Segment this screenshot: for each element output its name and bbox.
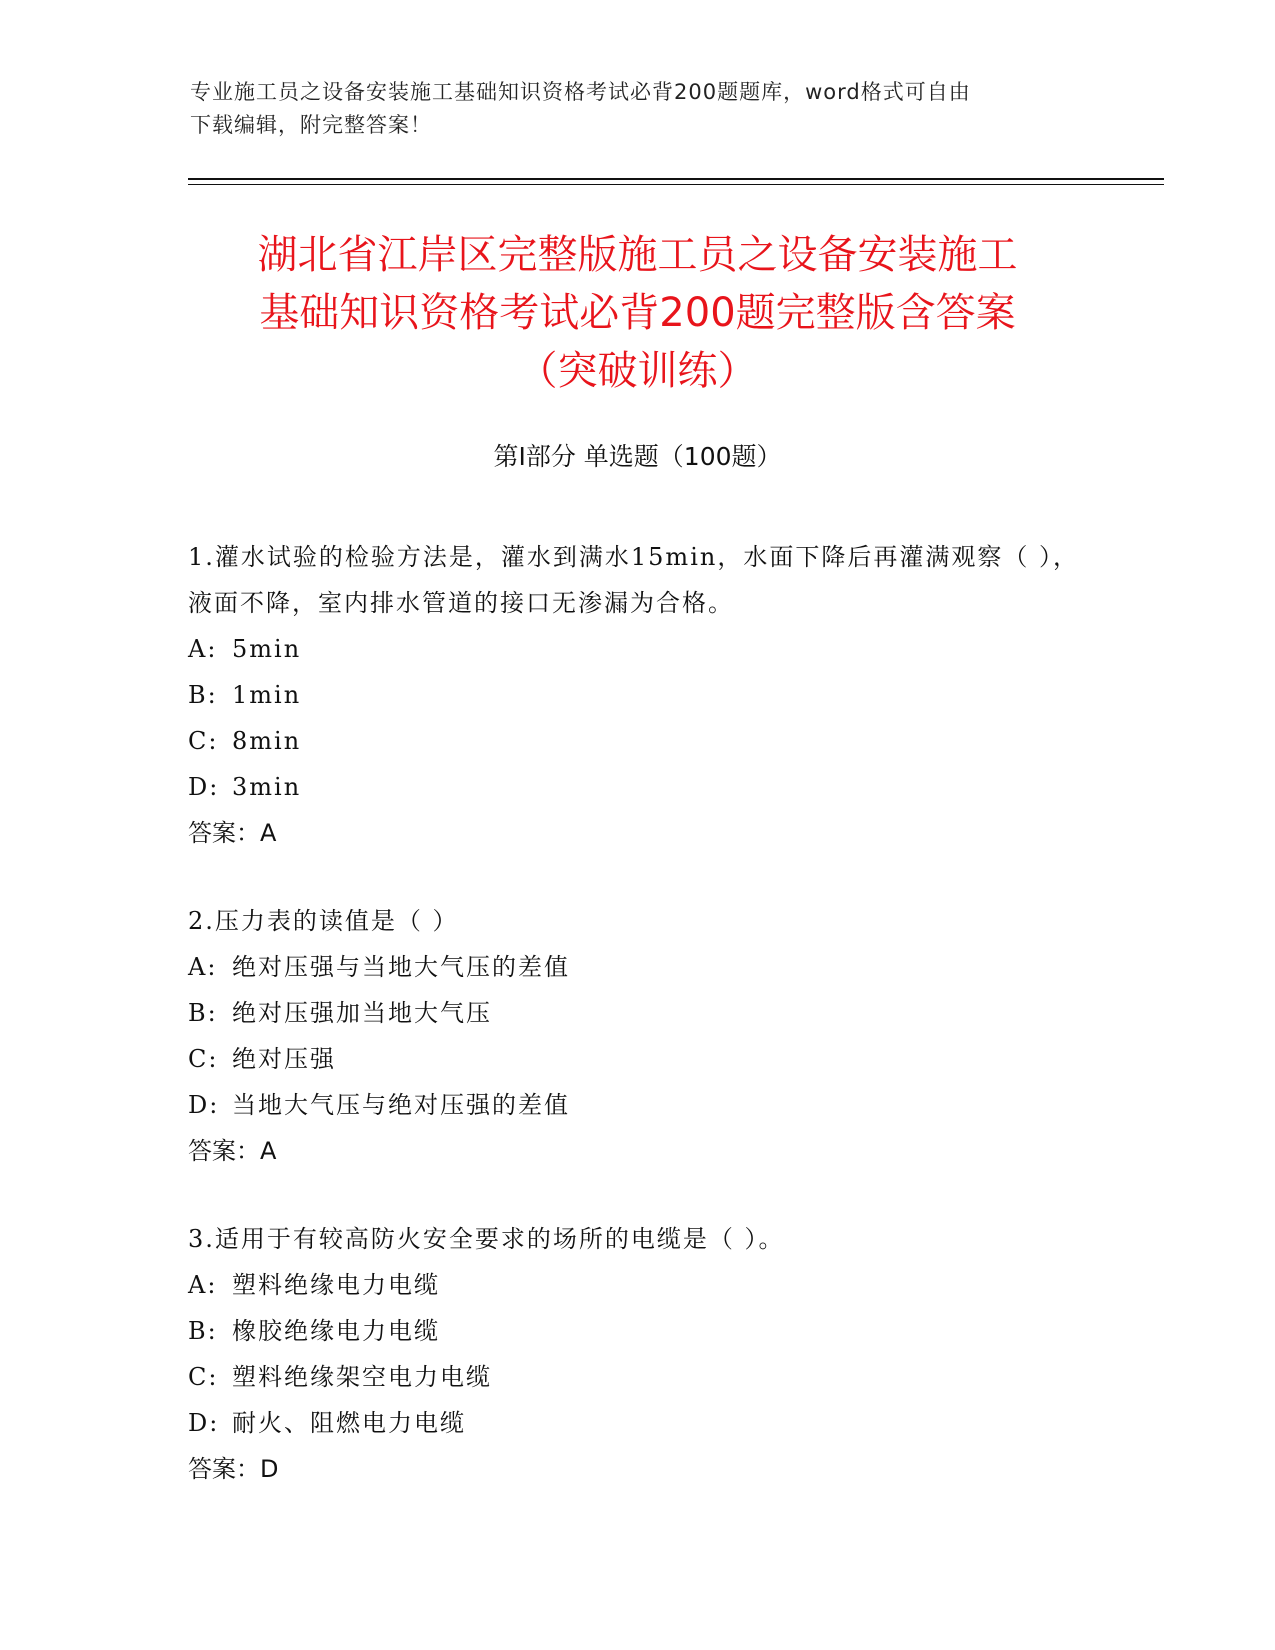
- header-note-line-1: 专业施工员之设备安装施工基础知识资格考试必背200题题库，word格式可自由: [190, 80, 971, 104]
- option-c: [188, 1036, 1088, 1082]
- question-stem: 3.适用于有较高防火安全要求的场所的电缆是（ ）。: [188, 1225, 785, 1253]
- answer-line: 答案：A: [188, 819, 277, 847]
- document-title: [150, 226, 1125, 400]
- option-letter: D:: [188, 1091, 220, 1119]
- option-c: [188, 718, 1088, 764]
- document-title-line-1: 湖北省江岸区完整版施工员之设备安装施工: [257, 232, 1018, 278]
- option-b: [188, 990, 1088, 1036]
- option-text: 绝对压强: [232, 1045, 336, 1073]
- option-letter: C:: [188, 727, 219, 755]
- option-a: [188, 1262, 1088, 1308]
- option-a: [188, 944, 1088, 990]
- question-list: [188, 534, 1088, 1534]
- option-letter: C:: [188, 1363, 219, 1391]
- option-letter: A:: [188, 953, 218, 981]
- option-b: [188, 1308, 1088, 1354]
- option-c: [188, 1354, 1088, 1400]
- option-letter: B:: [188, 1317, 218, 1345]
- option-letter: B:: [188, 681, 218, 709]
- option-letter: A:: [188, 635, 218, 663]
- question-stem: 1.灌水试验的检验方法是，灌水到满水15min，水面下降后再灌满观察（ ），液面不降，室内排水管道的接口无渗漏为合格。: [188, 543, 1079, 617]
- question-2: [188, 898, 1088, 1174]
- option-letter: D:: [188, 1409, 220, 1437]
- answer-line: 答案：D: [188, 1455, 279, 1483]
- option-text: 耐火、阻燃电力电缆: [232, 1409, 466, 1437]
- option-d: [188, 1400, 1088, 1446]
- header-divider-thick: [188, 178, 1164, 180]
- document-title-line-3: （突破训练）: [517, 348, 758, 394]
- option-text: 绝对压强加当地大气压: [232, 999, 492, 1027]
- option-text: 橡胶绝缘电力电缆: [232, 1317, 440, 1345]
- option-text: 5min: [232, 635, 302, 663]
- option-letter: D:: [188, 773, 220, 801]
- option-letter: C:: [188, 1045, 219, 1073]
- option-d: [188, 1082, 1088, 1128]
- option-text: 塑料绝缘电力电缆: [232, 1271, 440, 1299]
- option-text: 塑料绝缘架空电力电缆: [232, 1363, 492, 1391]
- question-1: [188, 534, 1088, 856]
- section-heading: 第Ⅰ部分 单选题（100题）: [493, 442, 782, 471]
- option-d: [188, 764, 1088, 810]
- question-3: [188, 1216, 1088, 1492]
- option-text: 3min: [232, 773, 302, 801]
- option-text: 1min: [232, 681, 302, 709]
- option-text: 当地大气压与绝对压强的差值: [232, 1091, 570, 1119]
- option-a: [188, 626, 1088, 672]
- option-letter: A:: [188, 1271, 218, 1299]
- option-text: 8min: [232, 727, 302, 755]
- option-text: 绝对压强与当地大气压的差值: [232, 953, 570, 981]
- option-b: [188, 672, 1088, 718]
- option-letter: B:: [188, 999, 218, 1027]
- answer-line: 答案：A: [188, 1137, 277, 1165]
- question-stem: 2.压力表的读值是（ ）: [188, 907, 459, 935]
- document-title-line-2: 基础知识资格考试必背200题完整版含答案: [259, 290, 1016, 336]
- header-divider-thin: [188, 184, 1164, 185]
- header-note: [190, 76, 1070, 142]
- header-note-line-2: 下载编辑，附完整答案！: [190, 113, 432, 137]
